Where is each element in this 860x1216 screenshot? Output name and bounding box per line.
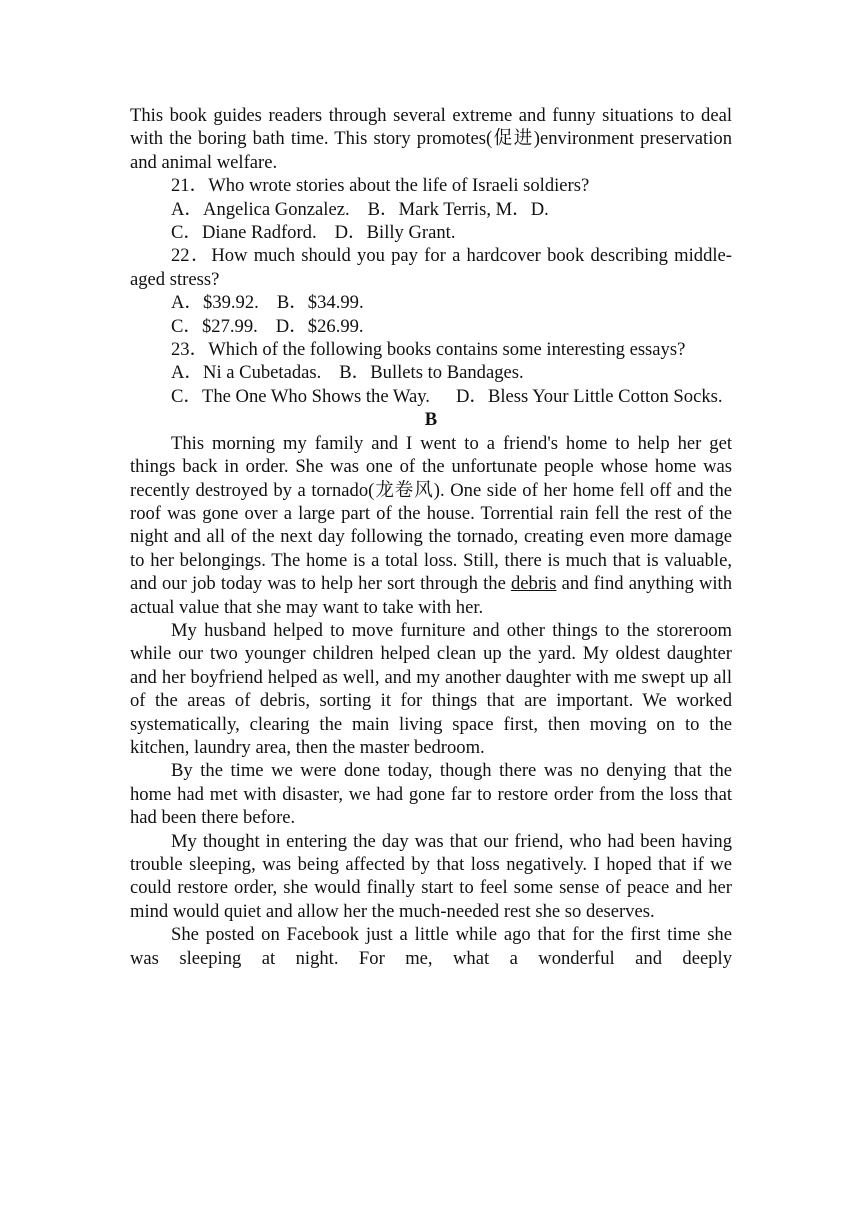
option-c[interactable]: C．Diane Radford. [171, 222, 317, 244]
passage-paragraph-3: By the time we were done today, though there was no denying that the home had met with disaster, we had gone far to restore order from the loss that had been there before. [130, 760, 732, 829]
option-a[interactable]: A．Ni a Cubetadas. [171, 362, 322, 384]
question-22-options-row-1 [130, 291, 732, 314]
option-c[interactable]: C．$27.99. [171, 315, 258, 337]
question-22-options-row-2 [130, 315, 732, 338]
underlined-word: debris [511, 573, 557, 595]
passage-paragraph-2: My husband helped to move furniture and other things to the storeroom while our two younger children helped clean up the yard. My oldest daughter and her boyfriend helped as well, and my another daughter with me swept up all of the areas of debris, sorting it for things that are important. We worked systematically, clearing the main living space first, then moving on to the kitchen, laundry area, then the master bedroom. [130, 619, 732, 758]
option-b[interactable]: B．Bullets to Bandages. [339, 362, 524, 384]
question-23-options-row-2 [130, 385, 732, 408]
section-heading: B [424, 409, 438, 431]
passage-paragraph-5: She posted on Facebook just a little while ago that for the first time she was sleeping at night. For me, what a wonderful and deeply [130, 924, 732, 969]
option-c[interactable]: C．The One Who Shows the Way. [171, 385, 430, 407]
question-23-options-row-1 [130, 361, 732, 384]
question-21-options-row-2 [130, 221, 732, 244]
intro-paragraph: This book guides readers through several extreme and funny situations to deal with the boring bath time. This story promotes(促进)environment preservation and animal welfare. [130, 105, 732, 173]
option-d[interactable]: D．Billy Grant. [334, 222, 456, 244]
question-23-stem: 23．Which of the following books contains some interesting essays? [171, 339, 686, 361]
paragraph-text: This morning my family and I went to a friend's home to help her get things back in order. She was one of the unfortunate people whose home was recently destroyed by a tornado(龙卷风). One side of her home fell off and the roof was gone over a large part of the house. Torrential rain fell the rest of the night and all of the next day following the tornado, creating even more damage to her belongings. The home is a total loss. Still, there is much that is valuable, and our job today was to help her sort through the [130, 432, 732, 595]
question-22-stem: 22．How much should you pay for a hardcover book describing middle-aged stress? [130, 245, 732, 290]
option-b[interactable]: B．Mark Terris, M．D. [367, 198, 549, 220]
passage-paragraph-4: My thought in entering the day was that our friend, who had been having trouble sleeping, was being affected by that loss negatively. I hoped that if we could restore order, she would finally start to feel some sense of peace and her mind would quiet and allow her the much-needed rest she so deserves. [130, 830, 732, 922]
document-page [130, 104, 732, 970]
question-21-stem: 21．Who wrote stories about the life of Israeli soldiers? [171, 175, 590, 197]
option-d[interactable]: D．Bless Your Little Cotton Socks. [455, 385, 723, 407]
passage-paragraph-1 [130, 432, 732, 619]
option-a[interactable]: A．$39.92. [171, 292, 259, 314]
paragraph-text: and find anything with actual value that she may want to take with her. [130, 573, 732, 618]
option-d[interactable]: D．$26.99. [275, 315, 364, 337]
question-21-options-row-1 [130, 198, 732, 221]
option-b[interactable]: B．$34.99. [276, 292, 364, 314]
option-a[interactable]: A．Angelica Gonzalez. [171, 198, 350, 220]
